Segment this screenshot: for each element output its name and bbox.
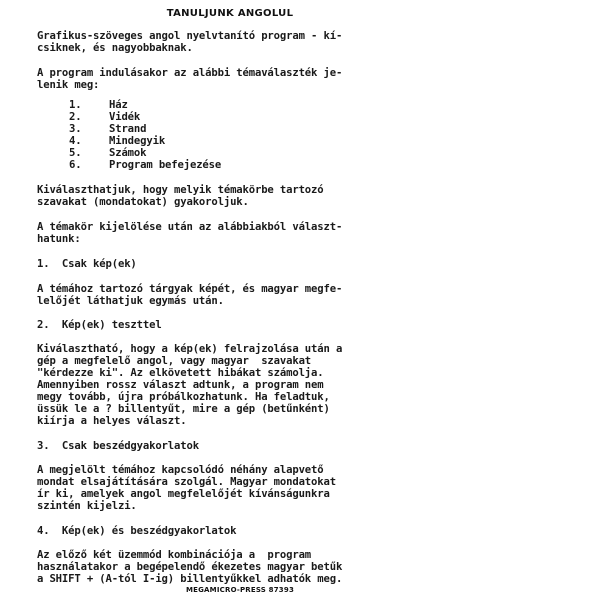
- section-1-line: lelőjét láthatjuk egymás után.: [37, 295, 224, 307]
- choose-line-2: szavakat (mondatokat) gyakoroljuk.: [37, 196, 249, 208]
- menu-item-number: 1.: [69, 99, 82, 111]
- section-2-line: gép a megfelelő angol, vagy magyar szavakat: [37, 355, 312, 367]
- section-3-line: ír ki, amelyek angol megfelelőjét kívánságunkra: [37, 488, 330, 500]
- menu-item-number: 6.: [69, 159, 82, 171]
- publisher-footer: MEGAMICRO-PRESS 87393: [185, 586, 295, 594]
- section-2-line: Amennyiben rossz választ adtunk, a program nem: [37, 379, 324, 391]
- section-1-line: A témához tartozó tárgyak képét, és magyar megfe-: [37, 283, 343, 295]
- menu-item-number: 2.: [69, 111, 82, 123]
- menu-item-number: 5.: [69, 147, 82, 159]
- menu-item-label: Mindegyik: [109, 135, 166, 147]
- menu-item-label: Ház: [109, 99, 128, 111]
- section-2-line: üssük le a ? billentyűt, mire a gép (betűnként): [37, 403, 330, 415]
- section-1-heading: 1. Csak kép(ek): [37, 258, 137, 270]
- section-3-line: A megjelölt témához kapcsolódó néhány alapvető: [37, 464, 324, 476]
- section-2-line: kiírja a helyes választ.: [37, 415, 187, 427]
- menu-item-label: Vidék: [109, 111, 141, 123]
- document-title: TANULJUNK ANGOLUL: [166, 8, 294, 19]
- section-3-heading: 3. Csak beszédgyakorlatok: [37, 440, 199, 452]
- intro-line-1: Grafikus-szöveges angol nyelvtanító program - kí-: [37, 30, 343, 42]
- section-2-heading: 2. Kép(ek) teszttel: [37, 319, 162, 331]
- menu-item-number: 4.: [69, 135, 82, 147]
- intro-line-2: csiknek, és nagyobbaknak.: [37, 42, 193, 54]
- section-4-line: Az előző két üzemmód kombinációja a program: [37, 549, 312, 561]
- section-2-line: megy tovább, újra próbálkozhatunk. Ha feladtuk,: [37, 391, 330, 403]
- menu-item-number: 3.: [69, 123, 82, 135]
- section-4-line: használatakor a begépelendő ékezetes magyar betűk: [37, 561, 343, 573]
- section-3-line: szintén kijelzi.: [37, 500, 137, 512]
- after-line-1: A témakör kijelölése után az alábbiakból választ-: [37, 221, 343, 233]
- menu-item-label: Számok: [109, 147, 147, 159]
- menu-intro-line-2: lenik meg:: [37, 79, 100, 91]
- section-2-line: Kiválasztható, hogy a kép(ek) felrajzolása után a: [37, 343, 343, 355]
- after-line-2: hatunk:: [37, 233, 81, 245]
- section-4-heading: 4. Kép(ek) és beszédgyakorlatok: [37, 525, 237, 537]
- section-2-line: "kérdezze ki". Az elkövetett hibákat számolja.: [37, 367, 324, 379]
- menu-item-label: Program befejezése: [109, 159, 222, 171]
- menu-intro-line-1: A program indulásakor az alábbi témaválaszték je-: [37, 67, 343, 79]
- choose-line-1: Kiválaszthatjuk, hogy melyik témakörbe tartozó: [37, 184, 324, 196]
- menu-item-label: Strand: [109, 123, 147, 135]
- section-4-line: a SHIFT + (A-tól I-ig) billentyűkkel adhatók meg.: [37, 573, 343, 585]
- section-3-line: mondat elsajátítására szolgál. Magyar mondatokat: [37, 476, 336, 488]
